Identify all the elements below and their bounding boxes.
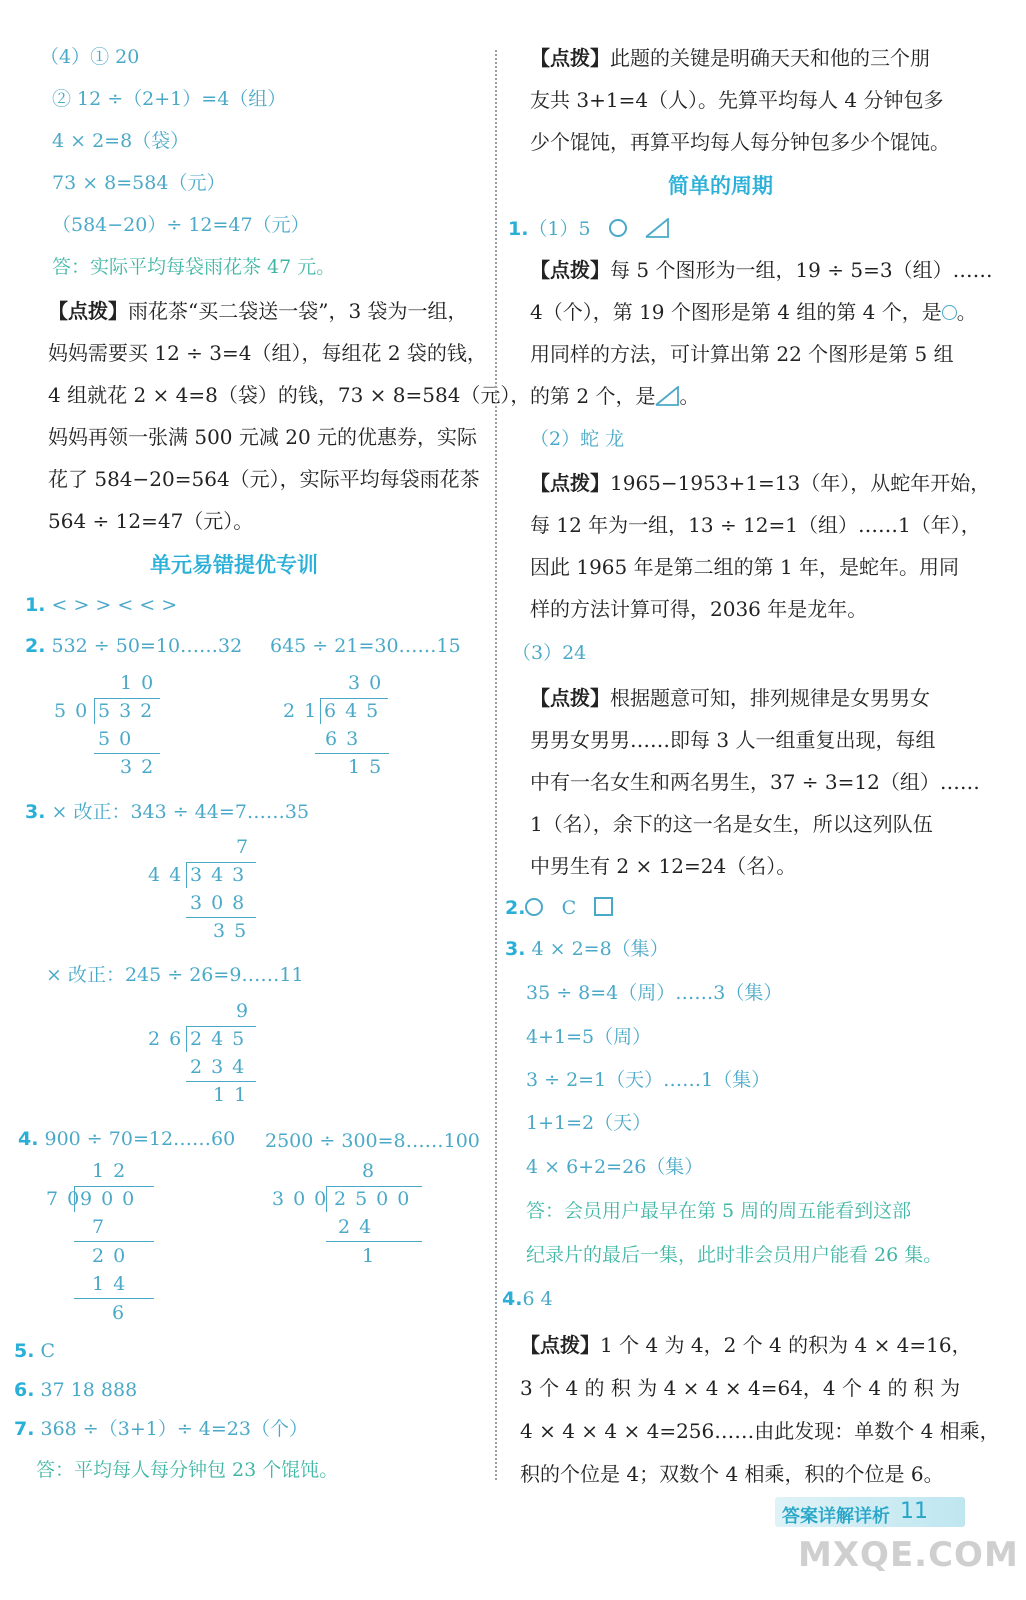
question-number: 4. [18,1128,39,1150]
question-3 [505,940,669,959]
tip-text: 1 个 4 为 4，2 个 4 的积为 4 × 4=16， [600,1333,972,1357]
answer-statement: 答：平均每人每分钟包 23 个馄饨。 [36,1459,339,1481]
tip-tag: 【点拨】 [530,46,610,70]
tip-paragraph [530,688,930,708]
answer-text: × 改正：343 ÷ 44=7……35 [51,801,310,823]
tip-line: 4（个），第 19 个图形是第 4 组的第 4 个，是 。 [530,300,977,324]
answer-text: 2500 ÷ 300=8……100 [265,1130,480,1152]
division-bar [320,698,388,699]
answer-text: C [561,897,577,919]
tip-paragraph [530,260,993,280]
tip-text: 雨花茶“买二袋送一袋”，3 袋为一组， [128,299,468,323]
subtraction-line [74,1241,154,1242]
question-2 [25,637,242,656]
answer-line: （4）① 20 [40,46,140,68]
question-number: 6. [14,1379,35,1401]
answer-statement: 答：会员用户最早在第 5 周的周五能看到这部 [526,1200,912,1222]
dividend: 900 [80,1188,144,1210]
tip-text: 4 组就花 2 × 4=8（袋）的钱，73 × 8=584（元）， [48,383,531,407]
tip-text: 1965−1953+1=13（年），从蛇年开始， [610,471,991,495]
tip-tag: 【点拨】 [48,299,128,323]
question-3 [25,803,309,822]
quotient: 10 [120,672,163,694]
division-bracket [94,698,95,724]
question-number: 1. [25,594,46,616]
answer-line: 4 × 6+2=26（集） [526,1156,704,1178]
quotient: 9 [236,1000,258,1022]
divisor: 44 [148,864,191,886]
tip-paragraph [530,473,990,493]
subtraction-line [186,917,256,918]
answer-text: 37 18 888 [40,1379,138,1401]
partial-product: 7 [92,1216,114,1238]
question-number: 2. [25,635,46,657]
dividend: 245 [190,1028,254,1050]
tip-paragraph [48,301,468,321]
section-title: 单元易错提优专训 [150,553,318,577]
question-2 [505,897,613,918]
tip-text: 3 个 4 的 积 为 4 × 4 × 4=64，4 个 4 的 积 为 [520,1376,961,1400]
tip-paragraph [520,1335,972,1355]
answer-line: （584−20）÷ 12=47（元） [52,214,310,236]
tip-tag: 【点拨】 [530,258,610,282]
answer-text: 368 ÷（3+1）÷ 4=23（个） [40,1418,308,1440]
answer-text: （3）24 [512,642,587,664]
quotient: 30 [348,672,391,694]
dividend: 645 [324,700,388,722]
tip-text: 男男女男男……即每 3 人一组重复出现，每组 [530,728,936,752]
subtotal: 20 [92,1245,135,1267]
tip-tag: 【点拨】 [530,471,610,495]
tip-text: 的第 2 个，是 [530,384,656,408]
division-bracket [74,1186,75,1212]
circle-icon [609,219,627,237]
question-number: 5. [14,1340,35,1362]
answer-line: 1+1=2（天） [526,1112,652,1134]
circle-icon [942,305,957,320]
tip-line: 的第 2 个，是 。 [530,384,700,408]
answer-line: 3 ÷ 2=1（天）……1（集） [526,1069,771,1091]
question-number: 3. [25,801,46,823]
section-title: 简单的周期 [668,174,773,198]
tip-text: 4（个），第 19 个图形是第 4 组的第 4 个，是 [530,300,942,324]
answer-line: 4+1=5（周） [526,1026,652,1048]
answer-line: ② 12 ÷（2+1）=4（组） [52,88,287,110]
tip-text: 样的方法计算可得，2036 年是龙年。 [530,597,868,621]
remainder: 11 [213,1084,256,1106]
quotient: 8 [362,1160,384,1182]
division-bar [186,862,256,863]
watermark: MXQE.COM [798,1535,1019,1575]
tip-paragraph [530,48,930,68]
tip-text: 友共 3+1=4（人）。先算平均每人 4 分钟包多 [530,88,944,112]
subtraction-line [94,753,160,754]
question-number: 4. [502,1288,523,1310]
answer-text: C [40,1340,56,1362]
tip-text: 4 × 4 × 4 × 4=256……由此发现：单数个 4 相乘， [520,1419,1000,1443]
question-7 [14,1420,308,1439]
dividend: 532 [98,700,162,722]
right-triangle-icon [655,386,679,406]
question-5 [14,1342,55,1361]
quotient: 12 [92,1160,135,1182]
partial-product: 63 [325,728,368,750]
division-bar [74,1186,154,1187]
answer-text: × 改正：245 ÷ 26=9……11 [46,964,304,986]
division-bar [94,698,160,699]
tip-text: 根据题意可知，排列规律是女男男女 [610,686,930,710]
division-bracket [320,698,321,724]
dividend: 343 [190,864,254,886]
remainder: 15 [348,756,391,778]
answer-text: 532 ÷ 50=10……32 [51,635,243,657]
tip-tag: 【点拨】 [520,1333,600,1357]
answer-statement: 纪录片的最后一集，此时非会员用户能看 26 集。 [526,1244,943,1266]
tip-text: 用同样的方法，可计算出第 22 个图形是第 5 组 [530,342,954,366]
subtraction-line [74,1298,154,1299]
partial-product: 24 [338,1216,381,1238]
divisor: 26 [148,1028,191,1050]
division-bracket [186,862,187,888]
division-bar [326,1186,422,1187]
question-1 [508,218,669,239]
question-number: 3. [505,938,526,960]
partial-product: 50 [98,728,141,750]
column-divider [495,50,497,1480]
subtraction-line [315,753,389,754]
remainder: 6 [112,1302,134,1324]
divisor: 50 [54,700,97,722]
right-triangle-icon [645,218,669,238]
division-bar [186,1026,256,1027]
tip-text: 中有一名女生和两名男生，37 ÷ 3=12（组）…… [530,770,980,794]
tip-text: 少个馄饨，再算平均每人每分钟包多少个馄饨。 [530,130,950,154]
remainder: 35 [213,920,256,942]
tip-text: 1（名），余下的这一名是女生，所以这列队伍 [530,812,933,836]
tip-text: 每 12 年为一组，13 ÷ 12=1（组）……1（年）， [530,513,981,537]
quotient: 7 [236,836,258,858]
answer-line: 35 ÷ 8=4（周）……3（集） [526,982,783,1004]
page-number: 11 [900,1499,928,1524]
circle-icon [525,898,543,916]
division-bracket [326,1186,327,1212]
question-4 [502,1290,553,1309]
remainder: 1 [362,1245,384,1267]
square-icon [594,897,613,916]
tip-text: 此题的关键是明确天天和他的三个朋 [610,46,930,70]
tip-text: 每 5 个图形为一组，19 ÷ 5=3（组）…… [610,258,993,282]
tip-text: 妈妈需要买 12 ÷ 3=4（组），每组花 2 袋的钱， [48,341,487,365]
answer-text: 6 4 [522,1288,553,1310]
answer-text: 645 ÷ 21=30……15 [270,635,461,657]
answer-text: （2）蛇 龙 [530,428,625,450]
subtraction-line [186,1081,256,1082]
tip-text: 花了 584−20=564（元），实际平均每袋雨花茶 [48,467,480,491]
question-4 [18,1130,235,1149]
partial-product: 234 [190,1056,254,1078]
partial-product: 14 [92,1273,135,1295]
answer-text: 4 × 2=8（集） [531,938,669,960]
question-number: 7. [14,1418,35,1440]
tip-tag: 【点拨】 [530,686,610,710]
remainder: 32 [120,756,163,778]
tip-text: 564 ÷ 12=47（元）。 [48,509,254,533]
divisor: 70 [46,1188,89,1210]
question-number: 2. [505,897,526,919]
answer-line: 4 × 2=8（袋） [52,130,190,152]
divisor: 300 [272,1188,336,1210]
answer-text: < > > < < > [51,594,178,616]
question-1 [25,596,177,615]
division-bracket [186,1026,187,1052]
dividend: 2500 [334,1188,419,1210]
footer-label: 答案详解详析 [782,1506,890,1527]
answer-statement: 答：实际平均每袋雨花茶 47 元。 [52,256,336,278]
tip-text: 妈妈再领一张满 500 元减 20 元的优惠券，实际 [48,425,478,449]
answer-line: 73 × 8=584（元） [52,172,226,194]
tip-text: 积的个位是 4；双数个 4 相乘，积的个位是 6。 [520,1462,944,1486]
answer-text: （1）5 [528,218,591,240]
question-6 [14,1381,137,1400]
tip-text: 中男生有 2 × 12=24（名）。 [530,854,797,878]
tip-text: 因此 1965 年是第二组的第 1 年，是蛇年。用同 [530,555,960,579]
partial-product: 308 [190,892,254,914]
divisor: 21 [283,700,326,722]
question-number: 1. [508,218,529,240]
answer-text: 900 ÷ 70=12……60 [44,1128,236,1150]
subtraction-line [326,1241,422,1242]
